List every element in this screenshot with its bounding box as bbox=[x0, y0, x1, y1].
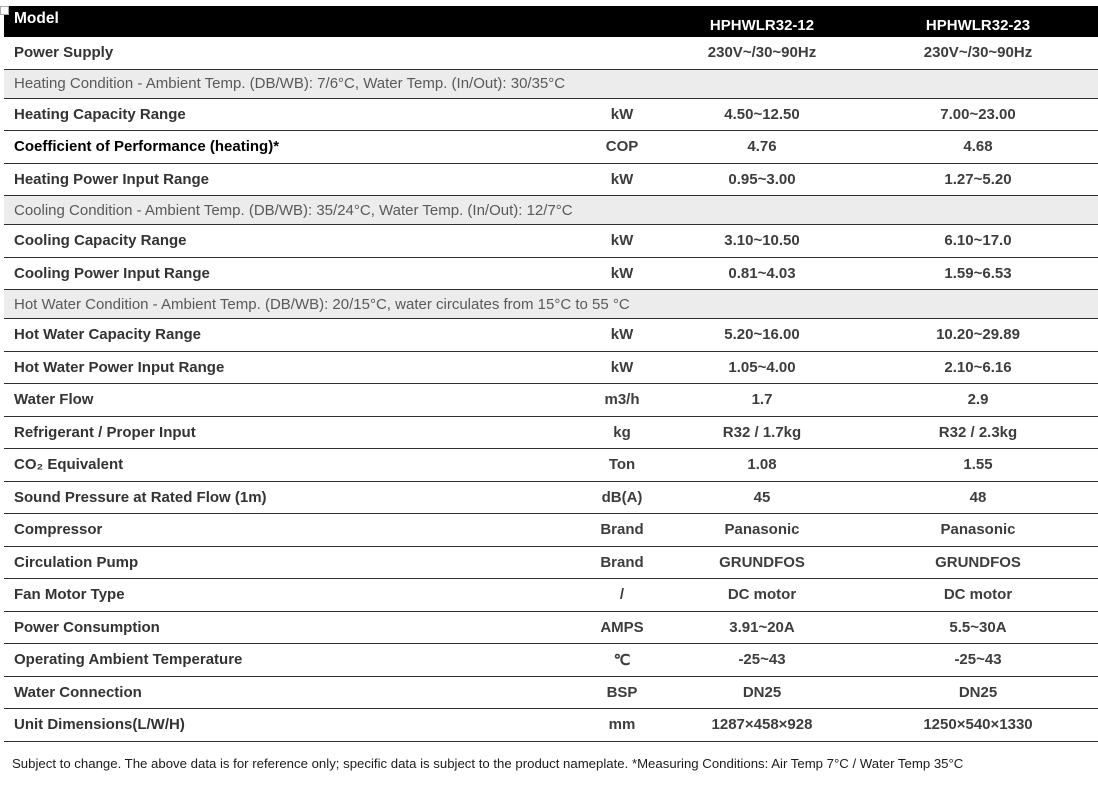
section-row bbox=[4, 70, 1098, 99]
row-label: Cooling Power Input Range bbox=[14, 264, 210, 282]
table-row bbox=[4, 258, 1098, 291]
row-value: Panasonic bbox=[940, 521, 1016, 539]
row-label: Refrigerant / Proper Input bbox=[14, 423, 196, 441]
row-value: 48 bbox=[969, 488, 987, 506]
row-value: -25~43 bbox=[738, 651, 786, 669]
row-value: 1.27~5.20 bbox=[944, 170, 1012, 188]
table-row bbox=[4, 677, 1098, 710]
row-label: Power Consumption bbox=[14, 618, 160, 636]
table-row bbox=[4, 612, 1098, 645]
spec-table bbox=[4, 6, 1098, 742]
row-value: 1.05~4.00 bbox=[728, 358, 796, 376]
row-label: Heating Power Input Range bbox=[14, 170, 210, 188]
row-value: 10.20~29.89 bbox=[936, 326, 1020, 344]
table-row bbox=[4, 225, 1098, 258]
row-unit: m3/h bbox=[604, 391, 640, 409]
table-row bbox=[4, 164, 1098, 197]
table-row bbox=[4, 319, 1098, 352]
table-row bbox=[4, 352, 1098, 385]
row-label: Unit Dimensions(L/W/H) bbox=[14, 716, 185, 734]
table-row bbox=[4, 709, 1098, 742]
footer-disclaimer: Subject to change. The above data is for reference only; specific data is subject to the product nameplate. *Measuring Conditions: Air Temp 7°C / Water Temp 35°C bbox=[12, 755, 964, 771]
row-label: Water Connection bbox=[14, 683, 142, 701]
row-value: -25~43 bbox=[954, 651, 1002, 669]
row-value: 1.55 bbox=[963, 456, 993, 474]
model-column-header: HPHWLR32-23 bbox=[925, 17, 1031, 34]
row-value: 4.76 bbox=[747, 138, 777, 156]
row-label: Operating Ambient Temperature bbox=[14, 651, 243, 669]
row-value: 5.20~16.00 bbox=[724, 326, 800, 344]
row-unit: AMPS bbox=[600, 618, 644, 636]
table-row bbox=[4, 449, 1098, 482]
row-unit: Ton bbox=[608, 456, 636, 474]
row-unit: kW bbox=[610, 170, 634, 188]
row-value: Panasonic bbox=[724, 521, 800, 539]
row-value: DC motor bbox=[727, 586, 797, 604]
table-row bbox=[4, 37, 1098, 70]
row-unit: kg bbox=[613, 423, 631, 441]
table-row bbox=[4, 644, 1098, 677]
row-value: 0.95~3.00 bbox=[728, 170, 796, 188]
row-label: Power Supply bbox=[14, 44, 114, 62]
row-value: GRUNDFOS bbox=[719, 553, 805, 571]
row-label: Cooling Capacity Range bbox=[14, 232, 187, 250]
row-value: 4.68 bbox=[963, 138, 993, 156]
table-row bbox=[4, 579, 1098, 612]
row-value: 3.91~20A bbox=[729, 618, 795, 636]
row-unit: kW bbox=[610, 326, 634, 344]
model-column-header: HPHWLR32-12 bbox=[709, 17, 815, 34]
table-row bbox=[4, 131, 1098, 164]
row-value: GRUNDFOS bbox=[935, 553, 1021, 571]
row-value: 1250×540×1330 bbox=[923, 716, 1033, 734]
table-row bbox=[4, 547, 1098, 580]
row-label: Water Flow bbox=[14, 391, 94, 409]
row-value: 2.9 bbox=[967, 391, 989, 409]
row-value: 0.81~4.03 bbox=[728, 264, 796, 282]
spec-table-body bbox=[4, 37, 1098, 742]
row-unit: kW bbox=[610, 105, 634, 123]
section-row bbox=[4, 290, 1098, 319]
row-unit: ℃ bbox=[613, 651, 631, 669]
row-value: DN25 bbox=[742, 683, 782, 701]
row-value: 1.7 bbox=[751, 391, 773, 409]
row-value: R32 / 2.3kg bbox=[938, 423, 1018, 441]
row-value: 3.10~10.50 bbox=[724, 232, 800, 250]
row-label: Fan Motor Type bbox=[14, 586, 125, 604]
row-value: 1287×458×928 bbox=[711, 716, 813, 734]
table-row bbox=[4, 384, 1098, 417]
row-value: 6.10~17.0 bbox=[944, 232, 1012, 250]
row-value: 230V~/30~90Hz bbox=[707, 44, 817, 62]
row-label: Hot Water Power Input Range bbox=[14, 358, 225, 376]
row-value: 1.08 bbox=[747, 456, 777, 474]
row-unit: kW bbox=[610, 358, 634, 376]
row-label: Coefficient of Performance (heating)* bbox=[14, 138, 280, 156]
table-row bbox=[4, 514, 1098, 547]
row-unit: BSP bbox=[606, 683, 638, 701]
section-label: Hot Water Condition - Ambient Temp. (DB/WB): 20/15°C, water circulates from 15°C to 55 °C bbox=[14, 295, 630, 313]
corner-artifact bbox=[0, 6, 9, 15]
row-unit: COP bbox=[605, 138, 639, 156]
row-value: 1.59~6.53 bbox=[944, 264, 1012, 282]
table-row bbox=[4, 99, 1098, 132]
table-header-row bbox=[4, 6, 1098, 37]
row-label: Sound Pressure at Rated Flow (1m) bbox=[14, 488, 267, 506]
row-value: 230V~/30~90Hz bbox=[923, 44, 1033, 62]
row-value: 4.50~12.50 bbox=[724, 105, 800, 123]
row-value: 5.5~30A bbox=[949, 618, 1007, 636]
row-unit: Brand bbox=[600, 553, 644, 571]
section-label: Cooling Condition - Ambient Temp. (DB/WB): 35/24°C, Water Temp. (In/Out): 12/7°C bbox=[14, 201, 573, 219]
table-row bbox=[4, 417, 1098, 450]
section-row bbox=[4, 196, 1098, 225]
row-unit: Brand bbox=[600, 521, 644, 539]
table-row bbox=[4, 482, 1098, 515]
row-label: Circulation Pump bbox=[14, 553, 139, 571]
row-unit: dB(A) bbox=[601, 488, 643, 506]
row-label: Hot Water Capacity Range bbox=[14, 326, 201, 344]
row-value: DC motor bbox=[943, 586, 1013, 604]
row-value: DN25 bbox=[958, 683, 998, 701]
row-unit: mm bbox=[608, 716, 636, 734]
row-label: CO₂ Equivalent bbox=[14, 456, 124, 474]
model-header-label: Model bbox=[14, 10, 59, 27]
row-value: 2.10~6.16 bbox=[944, 358, 1012, 376]
row-label: Heating Capacity Range bbox=[14, 105, 186, 123]
row-unit: kW bbox=[610, 232, 634, 250]
row-value: 45 bbox=[753, 488, 771, 506]
section-label: Heating Condition - Ambient Temp. (DB/WB): 7/6°C, Water Temp. (In/Out): 30/35°C bbox=[14, 75, 566, 92]
row-value: 7.00~23.00 bbox=[940, 105, 1016, 123]
row-value: R32 / 1.7kg bbox=[722, 423, 802, 441]
row-label: Compressor bbox=[14, 521, 103, 539]
row-unit: / bbox=[619, 586, 625, 604]
row-unit: kW bbox=[610, 264, 634, 282]
